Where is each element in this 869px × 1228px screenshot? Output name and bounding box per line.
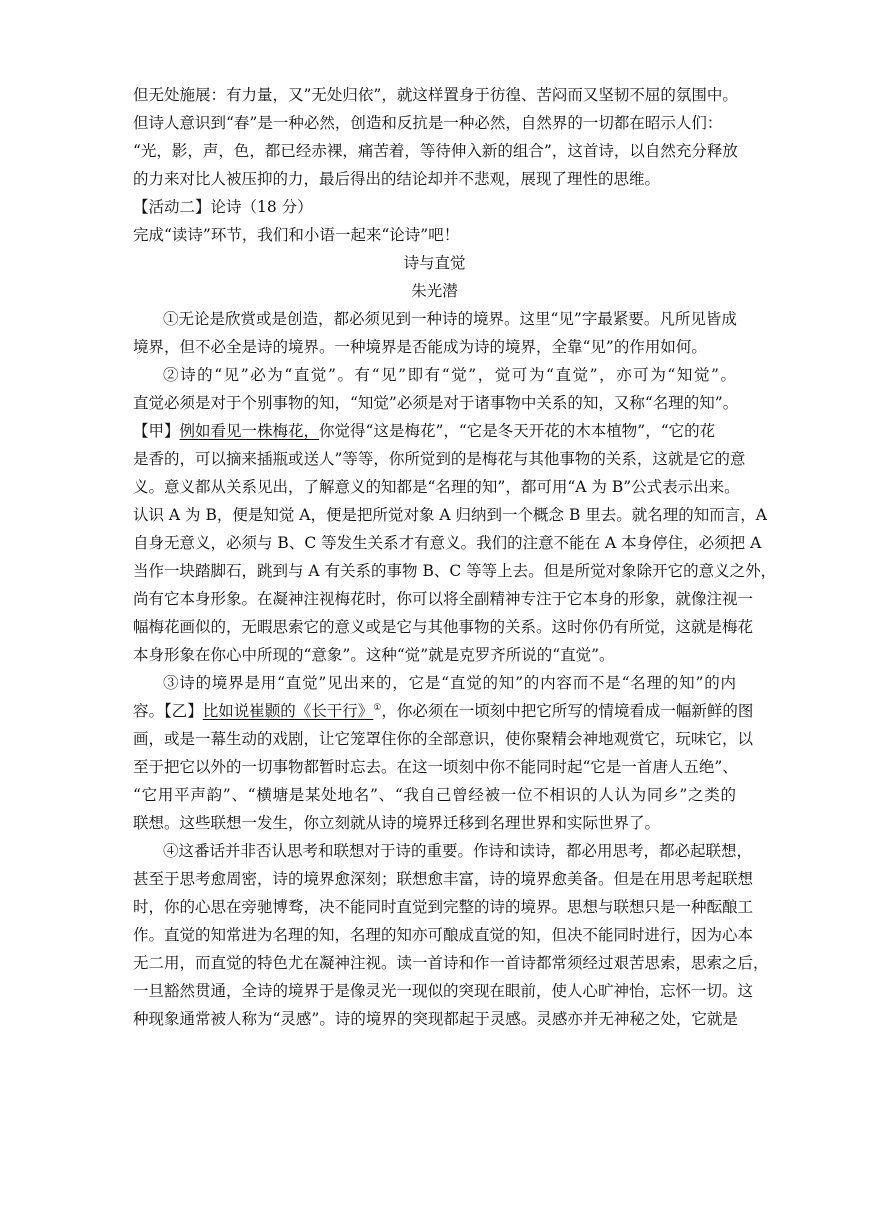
essay-title: 诗与直觉 [403,254,466,272]
paragraph-2-line: 直觉必须是对于个别事物的知，“知觉”必须是对于诸事物中关系的知，又称“名理的知”。 [133,394,739,412]
essay-author: 朱光潜 [411,282,458,300]
paragraph-4-line: 作。直觉的知常进为名理的知，名理的知亦可酿成直觉的知，但决不能同时进行，因为心本 [133,926,754,944]
paragraph-3-line: ③诗的境界是用“直觉”见出来的，它是“直觉的知”的内容而不是“名理的知”的内 [163,674,736,692]
intro-line: “光，影，声，色，都已经赤裸，痛苦着，等待伸入新的组合”，这首诗，以自然充分释放 [133,142,738,160]
paragraph-2-line: 当作一块踏脚石，跳到与 A 有关系的事物 B、C 等等上去。但是所觉对象除开它的意义之外， [133,562,777,580]
paragraph-1-line: 境界，但不必全是诗的境界。一种境界是否能成为诗的境界，全靠“见”的作用如何。 [133,338,707,356]
intro-line: 但诗人意识到“春”是一种必然，创造和反抗是一种必然，自然界的一切都在昭示人们： [133,114,723,132]
paragraph-2-line: 是香的，可以摘来插瓶或送人”等等，你所觉到的是梅花与其他事物的关系，这就是它的意 [133,450,746,468]
paragraph-4-line: 无二用，而直觉的特色尤在凝神注视。读一首诗和作一首诗都常须经过艰苦思索，思索之后， [133,954,769,972]
paragraph-2-line: 义。意义都从关系见出，了解意义的知都是“名理的知”，都可用“A 为 B”公式表示出来。 [133,478,740,496]
paragraph-3-line: 画，或是一幕生动的戏剧，让它笼罩住你的全部意识，使你聚精会神地观赏它，玩味它，以 [133,730,754,748]
intro-line: 但无处施展：有力量，又”无处归依”，就这样置身于彷徨、苦闷而又坚韧不屈的氛围中。 [133,86,738,104]
intro-line: 的力来对比人被压抑的力，最后得出的结论却并不悲观，展现了理性的思维。 [133,170,661,188]
paragraph-3-line: 联想。这些联想一发生，你立刻就从诗的境界迁移到名理世界和实际世界了。 [133,814,661,832]
underlined-sentence-jia: 例如看见一株梅花， [179,422,320,440]
activity-instruction: 完成“读诗”环节，我们和小语一起来“论诗”吧！ [133,226,460,244]
paragraph-4-line: 种现象通常被人称为“灵感”。诗的境界的突现都起于灵感。灵感亦并无神秘之处，它就是 [133,1010,738,1028]
paragraph-3-line: “它用平声韵”、“横塘是某处地名”、“我自己曾经被一位不相识的人认为同乡”之类的 [133,786,736,804]
marker-jia: 【甲】 [133,422,180,440]
paragraph-4-line: 甚至于思考愈周密，诗的境界愈深刻；联想愈丰富，诗的境界愈美备。但是在用思考起联想 [133,870,754,888]
paragraph-4-line: 一旦豁然贯通，全诗的境界于是像灵光一现似的突现在眼前，使人心旷神怡，忘怀一切。这 [133,982,754,1000]
paragraph-2-line: 认识 A 为 B，便是知觉 A，便是把所觉对象 A 归纳到一个概念 B 里去。就名理的知而言，A [133,506,767,524]
paragraph-2-line: 幅梅花画似的，无暇思索它的意义或是它与其他事物的关系。这时你仍有所觉，这就是梅花 [133,618,754,636]
paragraph-3-line: 至于把它以外的一切事物都暂时忘去。在这一顷刻中你不能同时起“它是一首唐人五绝”、 [133,758,738,776]
underlined-sentence-yi: 比如说崔颢的《长干行》 [202,702,374,720]
paragraph-2-line: 尚有它本身形象。在凝神注视梅花时，你可以将全副精神专注于它本身的形象，就像注视一 [133,590,754,608]
paragraph-2-line: ②诗的“见”必为“直觉”。有“见”即有“觉”，觉可为“直觉”，亦可为“知觉”。 [163,366,736,384]
paragraph-2-line: 自身无意义，必须与 B、C 等发生关系才有意义。我们的注意不能在 A 本身停住，必须把 A [133,534,762,552]
marker-yi: 【乙】 [164,702,203,720]
paragraph-2-line: 本身形象在你心中所现的“意象”。这种“觉”就是克罗齐所说的“直觉”。 [133,646,615,664]
paragraph-2-line-marked: 【甲】例如看见一株梅花，你觉得“这是梅花”，“它是冬天开花的木本植物”，“它的花 [133,422,716,440]
footnote-marker: ① [373,702,382,713]
paragraph-3-line-marked: 容。【乙】比如说崔颢的《长干行》①，你必须在一顷刻中把它所写的情境看成一幅新鲜的图 [133,702,754,720]
paragraph-1-line: ①无论是欣赏或是创造，都必须见到一种诗的境界。这里“见”字最紧要。凡所见皆成 [163,310,737,328]
activity-heading: 【活动二】论诗（18 分） [133,198,313,216]
paragraph-4-line: 时，你的心思在旁驰博骛，决不能同时直觉到完整的诗的境界。思想与联想只是一种酝酿工 [133,898,754,916]
paragraph-4-line: ④这番话并非否认思考和联想对于诗的重要。作诗和读诗，都必用思考，都必起联想， [163,842,753,860]
